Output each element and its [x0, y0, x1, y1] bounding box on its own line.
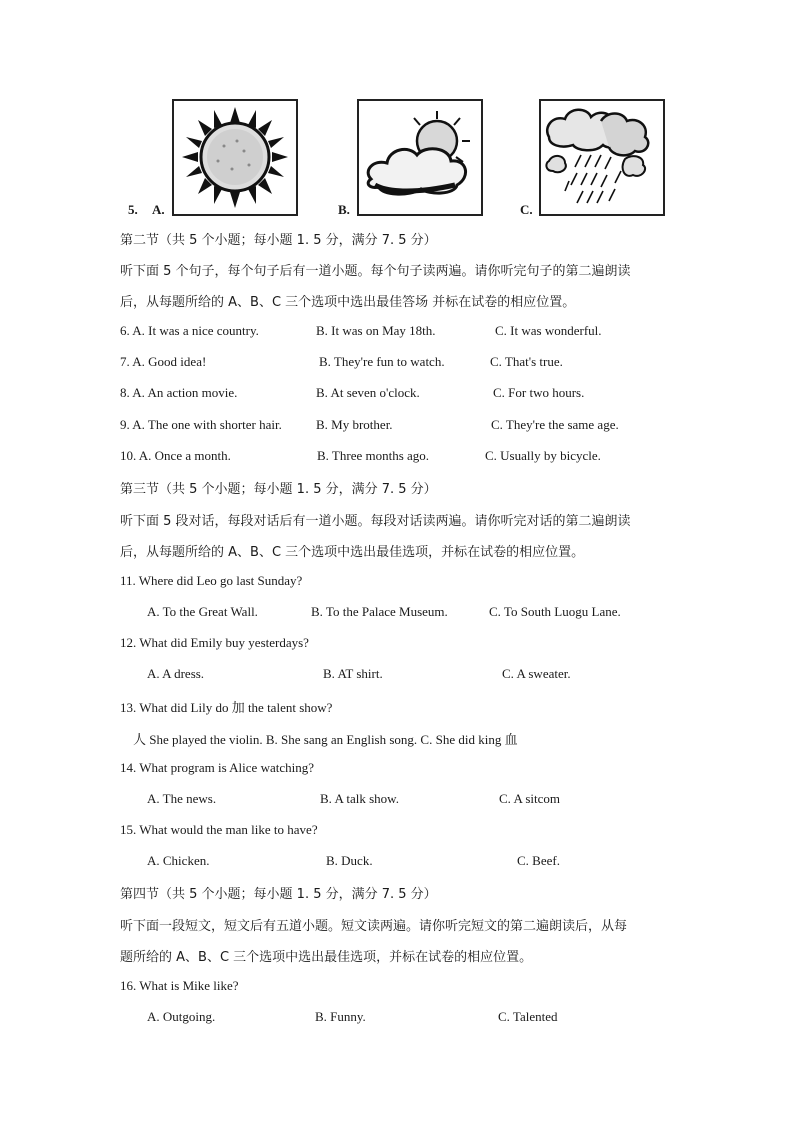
- section2-title: 第二节（共 5 个小题；每小题 1. 5 分，满分 7. 5 分）: [120, 233, 437, 248]
- q12-question: 12. What did Emily buy yesterdays?: [120, 635, 309, 650]
- q14-question: 14. What program is Alice watching?: [120, 760, 314, 775]
- q5-picture-row: [0, 96, 794, 220]
- q6-option-c: C. It was wonderful.: [495, 323, 602, 338]
- q5-option-a-label: A.: [152, 202, 165, 217]
- q11-option-c: C. To South Luogu Lane.: [489, 604, 621, 619]
- q7-option-a: 7. A. Good idea!: [120, 354, 207, 369]
- q16-option-c: C. Talented: [498, 1009, 558, 1024]
- q15-option-b: B. Duck.: [326, 853, 373, 868]
- q9-option-c: C. They're the same age.: [491, 417, 619, 432]
- q14-option-c: C. A sitcom: [499, 791, 561, 806]
- section4-instruction-line1: 听下面一段短文，短文后有五道小题。短文读两遍。请你听完短文的第二遍朗读后，从每: [120, 919, 628, 934]
- section3-title: 第三节（共 5 个小题；每小题 1. 5 分，满分 7. 5 分）: [120, 482, 437, 497]
- cloudy-picture: [357, 99, 483, 216]
- sunny-picture: [172, 99, 298, 216]
- q7-option-b: B. They're fun to watch.: [319, 354, 445, 369]
- q14-option-a: A. The news.: [147, 791, 217, 806]
- section3-instruction-line2: 后，从每题所给的 A、B、C 三个选项中选出最佳选项，并标在试卷的相应位置。: [120, 545, 585, 560]
- q10-option-a: 10. A. Once a month.: [120, 448, 231, 463]
- q16-option-a: A. Outgoing.: [147, 1009, 216, 1024]
- q15-option-c: C. Beef.: [517, 853, 560, 868]
- section2-instruction-line2: 后，从每题所给的 A、B、C 三个选项中选出最佳答场 并标在试卷的相应位置。: [120, 295, 576, 310]
- sun-behind-cloud-icon: [359, 101, 481, 214]
- q5-option-b-label: B.: [338, 202, 350, 217]
- q6-option-b: B. It was on May 18th.: [316, 323, 436, 338]
- q12-option-a: A. A dress.: [147, 666, 205, 681]
- q11-option-b: B. To the Palace Museum.: [311, 604, 448, 619]
- q16-option-b: B. Funny.: [315, 1009, 366, 1024]
- q13-options-line: 人 She played the violin. B. She sang an English song. C. She did king 血: [133, 732, 518, 747]
- q6-option-a: 6. A. It was a nice country.: [120, 323, 259, 338]
- q5-number: 5.: [128, 202, 138, 217]
- q16-question: 16. What is Mike like?: [120, 978, 239, 993]
- q9-option-a: 9. A. The one with shorter hair.: [120, 417, 282, 432]
- q9-option-b: B. My brother.: [316, 417, 393, 432]
- q14-option-b: B. A talk show.: [320, 791, 399, 806]
- q11-question: 11. Where did Leo go last Sunday?: [120, 573, 303, 588]
- rainy-picture: [539, 99, 665, 216]
- q8-option-a: 8. A. An action movie.: [120, 385, 238, 400]
- q8-option-c: C. For two hours.: [493, 385, 585, 400]
- q10-option-b: B. Three months ago.: [317, 448, 430, 463]
- q15-question: 15. What would the man like to have?: [120, 822, 318, 837]
- q7-option-c: C. That's true.: [490, 354, 563, 369]
- q12-option-c: C. A sweater.: [502, 666, 571, 681]
- section4-title: 第四节（共 5 个小题；每小题 1. 5 分，满分 7. 5 分）: [120, 887, 437, 902]
- q8-option-b: B. At seven o'clock.: [316, 385, 420, 400]
- q12-option-b: B. AT shirt.: [323, 666, 383, 681]
- section4-instruction-line2: 题所给的 A、B、C 三个选项中选出最佳选项，并标在试卷的相应位置。: [120, 950, 533, 965]
- q11-option-a: A. To the Great Wall.: [147, 604, 258, 619]
- q10-option-c: C. Usually by bicycle.: [485, 448, 601, 463]
- q13-question: 13. What did Lily do 加 the talent show?: [120, 700, 333, 715]
- section3-instruction-line1: 听下面 5 段对话，每段对话后有一道小题。每段对话读两遍。请你听完对话的第二遍朗读: [120, 514, 631, 529]
- section2-instruction-line1: 听下面 5 个句子，每个句子后有一道小题。每个句子读两遍。请你听完句子的第二遍朗读: [120, 264, 631, 279]
- q5-option-c-label: C.: [520, 202, 533, 217]
- q15-option-a: A. Chicken.: [147, 853, 210, 868]
- storm-cloud-rain-icon: [541, 101, 663, 214]
- sun-icon: [174, 101, 296, 214]
